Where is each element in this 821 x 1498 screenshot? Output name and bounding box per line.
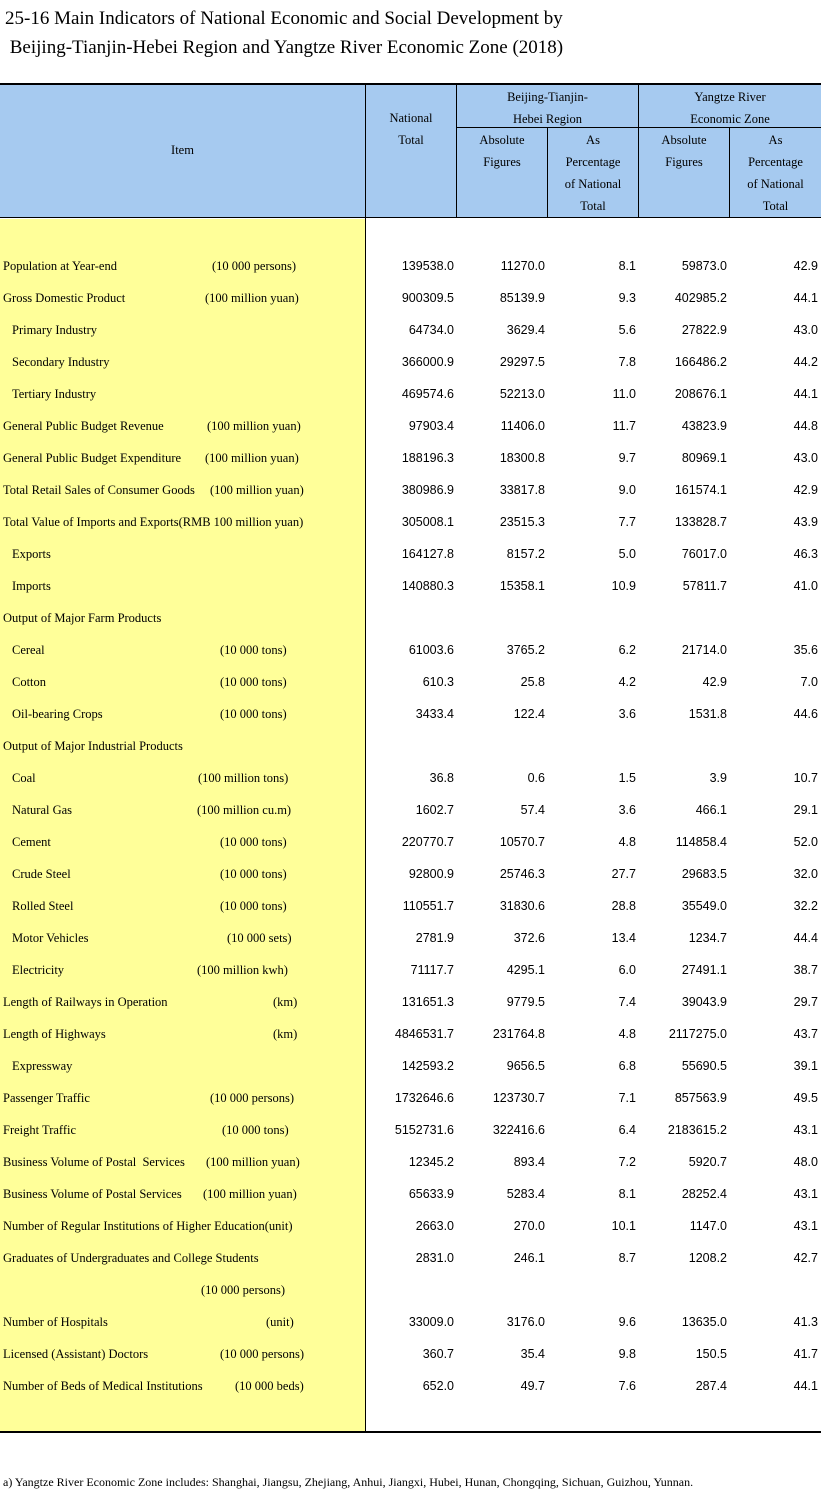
row-unit: (10 000 persons) <box>212 259 297 273</box>
r2-percent-value: 44.4 <box>793 931 818 945</box>
title-line-2: Beijing-Tianjin-Hebei Region and Yangtze River Economic Zone (2018) <box>5 37 564 58</box>
r2-absolute-value: 3.9 <box>709 771 727 785</box>
r2-absolute-value: 166486.2 <box>674 355 727 369</box>
r1-absolute-value: 11406.0 <box>500 419 545 433</box>
row-label: Crude Steel <box>12 867 71 881</box>
r2-absolute-value: 27491.1 <box>681 963 727 977</box>
row-label: Cereal <box>12 643 45 657</box>
table-row <box>0 1369 821 1401</box>
r2-percent-value: 38.7 <box>793 963 818 977</box>
row-unit: (10 000 tons) <box>220 899 287 913</box>
row-unit: (km) <box>273 1027 298 1041</box>
header-r2-absolute: Absolute Figures <box>661 133 707 169</box>
national-total-value: 33009.0 <box>408 1315 454 1329</box>
row-label: Imports <box>12 579 51 593</box>
r1-absolute-value: 4295.1 <box>506 963 545 977</box>
row-label: Licensed (Assistant) Doctors <box>3 1347 149 1361</box>
r1-absolute-value: 23515.3 <box>499 515 545 529</box>
row-label: Cement <box>12 835 51 849</box>
national-total-value: 65633.9 <box>408 1187 454 1201</box>
table-row <box>0 633 821 665</box>
r1-percent-value: 4.8 <box>618 835 636 849</box>
r2-percent-value: 35.6 <box>793 643 818 657</box>
r2-percent-value: 49.5 <box>793 1091 818 1105</box>
r1-percent-value: 4.8 <box>618 1027 636 1041</box>
row-unit: (10 000 persons) <box>201 1283 286 1297</box>
national-total-value: 220770.7 <box>401 835 454 849</box>
r1-absolute-value: 270.0 <box>513 1219 545 1233</box>
r1-absolute-value: 9779.5 <box>506 995 545 1009</box>
r2-percent-value: 48.0 <box>793 1155 818 1169</box>
r1-absolute-value: 85139.9 <box>499 291 545 305</box>
national-total-value: 900309.5 <box>401 291 454 305</box>
r1-percent-value: 3.6 <box>618 803 636 817</box>
national-total-value: 2663.0 <box>415 1219 454 1233</box>
table-row <box>0 825 821 857</box>
r2-absolute-value: 466.1 <box>695 803 727 817</box>
national-total-value: 131651.3 <box>401 995 454 1009</box>
r1-percent-value: 5.0 <box>618 547 636 561</box>
r2-percent-value: 10.7 <box>793 771 818 785</box>
r2-percent-value: 42.9 <box>793 483 818 497</box>
r2-absolute-value: 2183615.2 <box>667 1123 727 1137</box>
bottom-rule <box>0 1431 821 1433</box>
r2-percent-value: 43.0 <box>793 323 818 337</box>
r1-percent-value: 11.0 <box>612 387 636 401</box>
r2-absolute-value: 1234.7 <box>688 931 727 945</box>
r2-absolute-value: 1147.0 <box>689 1219 727 1233</box>
row-label: Passenger Traffic <box>3 1091 90 1105</box>
table-row <box>0 281 821 313</box>
national-total-value: 142593.2 <box>401 1059 454 1073</box>
r1-percent-value: 11.7 <box>612 419 636 433</box>
r2-percent-value: 41.0 <box>793 579 818 593</box>
national-total-value: 71117.7 <box>410 963 454 977</box>
r2-absolute-value: 2117275.0 <box>668 1027 727 1041</box>
national-total-value: 164127.8 <box>401 547 454 561</box>
national-total-value: 110551.7 <box>402 899 454 913</box>
row-label: Length of Railways in Operation <box>3 995 168 1009</box>
r1-absolute-value: 25.8 <box>520 675 545 689</box>
table-row <box>0 1305 821 1337</box>
row-label: Electricity <box>12 963 65 977</box>
r2-absolute-value: 150.5 <box>695 1347 727 1361</box>
r2-percent-value: 41.3 <box>793 1315 818 1329</box>
r1-percent-value: 8.7 <box>618 1251 636 1265</box>
row-unit: (10 000 tons) <box>220 835 287 849</box>
r1-absolute-value: 11270.0 <box>500 259 545 273</box>
national-total-value: 305008.1 <box>401 515 454 529</box>
table-row <box>0 601 821 633</box>
row-unit: (100 million yuan) <box>206 1155 300 1169</box>
r1-absolute-value: 52213.0 <box>499 387 545 401</box>
national-total-value: 92800.9 <box>408 867 454 881</box>
table-row <box>0 1049 821 1081</box>
r1-absolute-value: 10570.7 <box>499 835 545 849</box>
table-row <box>0 953 821 985</box>
row-unit: (10 000 tons) <box>220 675 287 689</box>
r1-absolute-value: 893.4 <box>513 1155 545 1169</box>
r1-percent-value: 6.2 <box>618 643 636 657</box>
row-unit: (100 million yuan) <box>210 483 304 497</box>
r2-absolute-value: 114858.4 <box>675 835 727 849</box>
table-row <box>0 729 821 761</box>
r2-percent-value: 42.7 <box>793 1251 818 1265</box>
r1-absolute-value: 322416.6 <box>492 1123 545 1137</box>
row-unit: (100 million yuan) <box>205 451 299 465</box>
row-label: General Public Budget Expenditure <box>3 451 182 465</box>
r1-percent-value: 28.8 <box>611 899 636 913</box>
r1-percent-value: 9.3 <box>618 291 636 305</box>
r1-percent-value: 10.9 <box>611 579 636 593</box>
r2-absolute-value: 28252.4 <box>681 1187 727 1201</box>
r1-percent-value: 3.6 <box>618 707 636 721</box>
table-row <box>0 377 821 409</box>
national-total-value: 610.3 <box>422 675 454 689</box>
r2-percent-value: 43.0 <box>793 451 818 465</box>
r1-absolute-value: 25746.3 <box>499 867 545 881</box>
row-unit: (100 million yuan) <box>205 291 299 305</box>
r2-percent-value: 52.0 <box>793 835 818 849</box>
table-row <box>0 1113 821 1145</box>
top-rule <box>0 83 821 85</box>
r1-percent-value: 7.1 <box>618 1091 636 1105</box>
national-total-value: 36.8 <box>429 771 454 785</box>
row-unit: (km) <box>273 995 298 1009</box>
row-label: Output of Major Industrial Products <box>3 739 183 753</box>
row-unit: (10 000 tons) <box>220 643 287 657</box>
r2-absolute-value: 287.4 <box>695 1379 727 1393</box>
r1-percent-value: 27.7 <box>611 867 636 881</box>
table-row <box>0 473 821 505</box>
table-row <box>0 1017 821 1049</box>
r1-absolute-value: 33817.8 <box>499 483 545 497</box>
table-row <box>0 857 821 889</box>
r2-absolute-value: 59873.0 <box>681 259 727 273</box>
r2-absolute-value: 80969.1 <box>681 451 727 465</box>
table-row <box>0 441 821 473</box>
r2-absolute-value: 208676.1 <box>674 387 727 401</box>
table-row <box>0 569 821 601</box>
r2-percent-value: 44.1 <box>793 1379 818 1393</box>
row-label: Exports <box>12 547 51 561</box>
row-unit: (10 000 tons) <box>220 867 287 881</box>
row-label: Total Value of Imports and Exports(RMB 100 million yuan) <box>3 515 304 529</box>
r1-absolute-value: 3765.2 <box>506 643 545 657</box>
r2-absolute-value: 857563.9 <box>674 1091 727 1105</box>
r2-absolute-value: 39043.9 <box>681 995 727 1009</box>
r2-percent-value: 44.1 <box>793 291 818 305</box>
r2-absolute-value: 133828.7 <box>674 515 727 529</box>
r2-percent-value: 44.8 <box>793 419 818 433</box>
title-line-1: 25-16 Main Indicators of National Economic and Social Development by <box>5 8 563 29</box>
national-total-value: 2831.0 <box>415 1251 454 1265</box>
row-label: Motor Vehicles <box>12 931 89 945</box>
r2-absolute-value: 43823.9 <box>681 419 727 433</box>
national-total-value: 469574.6 <box>401 387 454 401</box>
r1-percent-value: 9.7 <box>618 451 636 465</box>
r1-percent-value: 1.5 <box>618 771 636 785</box>
r1-percent-value: 6.8 <box>618 1059 636 1073</box>
table-row <box>0 313 821 345</box>
r1-percent-value: 7.4 <box>618 995 636 1009</box>
header-r1-percent: As Percentage of National Total <box>564 133 622 213</box>
row-label: Tertiary Industry <box>12 387 97 401</box>
r1-percent-value: 6.0 <box>618 963 636 977</box>
row-unit: (100 million cu.m) <box>197 803 292 817</box>
table-row <box>0 697 821 729</box>
table-row <box>0 1177 821 1209</box>
row-unit: (10 000 persons) <box>210 1091 295 1105</box>
row-unit: (100 million yuan) <box>207 419 301 433</box>
r1-absolute-value: 18300.8 <box>499 451 545 465</box>
table-row <box>0 761 821 793</box>
r1-percent-value: 7.8 <box>618 355 636 369</box>
table-row <box>0 1273 821 1305</box>
row-unit: (10 000 persons) <box>220 1347 305 1361</box>
national-total-value: 12345.2 <box>408 1155 454 1169</box>
r2-percent-value: 44.6 <box>793 707 818 721</box>
table-row <box>0 1209 821 1241</box>
r1-percent-value: 13.4 <box>611 931 636 945</box>
national-total-value: 2781.9 <box>415 931 454 945</box>
row-label: Gross Domestic Product <box>3 291 126 305</box>
national-total-value: 139538.0 <box>401 259 454 273</box>
national-total-value: 652.0 <box>422 1379 454 1393</box>
r1-absolute-value: 49.7 <box>520 1379 545 1393</box>
r2-absolute-value: 57811.7 <box>682 579 727 593</box>
r1-percent-value: 7.6 <box>618 1379 636 1393</box>
r1-absolute-value: 3176.0 <box>506 1315 545 1329</box>
r1-absolute-value: 5283.4 <box>506 1187 545 1201</box>
table-row <box>0 537 821 569</box>
r1-percent-value: 9.0 <box>618 483 636 497</box>
r2-percent-value: 43.1 <box>793 1123 818 1137</box>
row-label: Secondary Industry <box>12 355 110 369</box>
table-row <box>0 985 821 1017</box>
r1-absolute-value: 122.4 <box>513 707 545 721</box>
r2-percent-value: 42.9 <box>793 259 818 273</box>
r2-percent-value: 39.1 <box>793 1059 818 1073</box>
r1-percent-value: 8.1 <box>618 259 636 273</box>
header-item: Item <box>171 143 194 157</box>
row-label: Length of Highways <box>3 1027 106 1041</box>
r2-absolute-value: 42.9 <box>702 675 727 689</box>
r1-percent-value: 4.2 <box>618 675 636 689</box>
table-title <box>5 4 563 62</box>
row-label: General Public Budget Revenue <box>3 419 164 433</box>
r2-percent-value: 7.0 <box>800 675 818 689</box>
row-label: Rolled Steel <box>12 899 74 913</box>
row-label: Primary Industry <box>12 323 98 337</box>
row-label: Output of Major Farm Products <box>3 611 162 625</box>
table-row <box>0 921 821 953</box>
r1-absolute-value: 35.4 <box>520 1347 545 1361</box>
r2-absolute-value: 29683.5 <box>681 867 727 881</box>
national-total-value: 360.7 <box>422 1347 454 1361</box>
footnote: a) Yangtze River Economic Zone includes: Shanghai, Jiangsu, Zhejiang, Anhui, Jiangxi, Hubei, Hunan, Chongqing, Sichuan, Guizhou, Yunnan. <box>3 1475 694 1489</box>
row-label: Number of Hospitals <box>3 1315 108 1329</box>
row-unit: (10 000 tons) <box>220 707 287 721</box>
national-total-value: 61003.6 <box>408 643 454 657</box>
row-label: Natural Gas <box>12 803 73 817</box>
r2-absolute-value: 13635.0 <box>681 1315 727 1329</box>
header-r1-absolute: Absolute Figures <box>479 133 525 169</box>
r2-absolute-value: 161574.1 <box>674 483 727 497</box>
national-total-value: 380986.9 <box>401 483 454 497</box>
row-unit: (unit) <box>266 1315 294 1329</box>
r2-percent-value: 41.7 <box>793 1347 818 1361</box>
r2-absolute-value: 402985.2 <box>674 291 727 305</box>
row-label: Population at Year-end <box>3 259 117 273</box>
r2-percent-value: 43.9 <box>793 515 818 529</box>
r1-absolute-value: 231764.8 <box>492 1027 545 1041</box>
header-region-beijing-tianjin-hebei: Beijing-Tianjin- Hebei Region <box>507 90 588 126</box>
row-unit: (100 million yuan) <box>203 1187 297 1201</box>
header-bottom-rule <box>0 217 821 218</box>
row-label: Freight Traffic <box>3 1123 77 1137</box>
national-total-value: 366000.9 <box>401 355 454 369</box>
national-total-value: 5152731.6 <box>394 1123 454 1137</box>
r2-absolute-value: 55690.5 <box>681 1059 727 1073</box>
table-row <box>0 249 821 281</box>
national-total-value: 1732646.6 <box>394 1091 454 1105</box>
table-row <box>0 665 821 697</box>
national-total-value: 1602.7 <box>415 803 454 817</box>
r1-absolute-value: 372.6 <box>513 931 545 945</box>
r2-absolute-value: 76017.0 <box>681 547 727 561</box>
r2-percent-value: 44.1 <box>793 387 818 401</box>
r2-percent-value: 29.1 <box>793 803 818 817</box>
row-label: Total Retail Sales of Consumer Goods <box>3 483 195 497</box>
row-label: Number of Regular Institutions of Higher Education(unit) <box>3 1219 293 1233</box>
r1-absolute-value: 31830.6 <box>499 899 545 913</box>
table-row <box>0 1081 821 1113</box>
table-row <box>0 889 821 921</box>
r2-absolute-value: 21714.0 <box>681 643 727 657</box>
national-total-value: 140880.3 <box>401 579 454 593</box>
r2-percent-value: 46.3 <box>793 547 818 561</box>
row-label: Business Volume of Postal Services <box>3 1187 182 1201</box>
row-unit: (10 000 beds) <box>235 1379 304 1393</box>
r2-percent-value: 43.1 <box>793 1187 818 1201</box>
row-label: Expressway <box>12 1059 73 1073</box>
r2-absolute-value: 5920.7 <box>688 1155 727 1169</box>
row-unit: (10 000 tons) <box>222 1123 289 1137</box>
r2-percent-value: 29.7 <box>793 995 818 1009</box>
row-unit: (10 000 sets) <box>227 931 292 945</box>
row-label: Graduates of Undergraduates and College Students <box>3 1251 259 1265</box>
r2-absolute-value: 1531.8 <box>688 707 727 721</box>
r2-percent-value: 43.7 <box>793 1027 818 1041</box>
national-total-value: 188196.3 <box>401 451 454 465</box>
r2-absolute-value: 35549.0 <box>681 899 727 913</box>
r1-percent-value: 6.4 <box>618 1123 636 1137</box>
r1-percent-value: 10.1 <box>611 1219 636 1233</box>
r1-absolute-value: 246.1 <box>513 1251 545 1265</box>
national-total-value: 3433.4 <box>415 707 454 721</box>
row-label: Cotton <box>12 675 47 689</box>
table-row <box>0 345 821 377</box>
r1-percent-value: 9.6 <box>618 1315 636 1329</box>
header-region-yangtze: Yangtze River Economic Zone <box>690 90 770 126</box>
r1-absolute-value: 0.6 <box>527 771 545 785</box>
row-unit: (100 million tons) <box>198 771 289 785</box>
table-row <box>0 1145 821 1177</box>
r2-percent-value: 44.2 <box>793 355 818 369</box>
table-row <box>0 1337 821 1369</box>
row-label: Coal <box>12 771 36 785</box>
r1-absolute-value: 123730.7 <box>492 1091 545 1105</box>
r2-absolute-value: 27822.9 <box>681 323 727 337</box>
r2-absolute-value: 1208.2 <box>688 1251 727 1265</box>
national-total-value: 4846531.7 <box>394 1027 454 1041</box>
row-unit: (100 million kwh) <box>197 963 288 977</box>
table-row <box>0 793 821 825</box>
national-total-value: 64734.0 <box>408 323 454 337</box>
r1-percent-value: 7.2 <box>618 1155 636 1169</box>
r1-percent-value: 7.7 <box>618 515 636 529</box>
row-label: Business Volume of Postal Services <box>3 1155 185 1169</box>
table-row <box>0 1241 821 1273</box>
national-total-value: 97903.4 <box>408 419 454 433</box>
table-row <box>0 505 821 537</box>
r1-absolute-value: 3629.4 <box>506 323 545 337</box>
r1-absolute-value: 15358.1 <box>499 579 545 593</box>
row-label: Number of Beds of Medical Institutions <box>3 1379 203 1393</box>
table-row <box>0 409 821 441</box>
r1-percent-value: 8.1 <box>618 1187 636 1201</box>
r2-percent-value: 43.1 <box>793 1219 818 1233</box>
r1-percent-value: 9.8 <box>618 1347 636 1361</box>
r2-percent-value: 32.0 <box>793 867 818 881</box>
r1-absolute-value: 57.4 <box>520 803 545 817</box>
r1-absolute-value: 29297.5 <box>499 355 545 369</box>
r2-percent-value: 32.2 <box>793 899 818 913</box>
header-national-total: National Total <box>389 111 433 147</box>
r1-absolute-value: 9656.5 <box>506 1059 545 1073</box>
header-r2-percent: As Percentage of National Total <box>747 133 804 213</box>
row-label: Oil-bearing Crops <box>12 707 103 721</box>
r1-absolute-value: 8157.2 <box>506 547 545 561</box>
r1-percent-value: 5.6 <box>618 323 636 337</box>
